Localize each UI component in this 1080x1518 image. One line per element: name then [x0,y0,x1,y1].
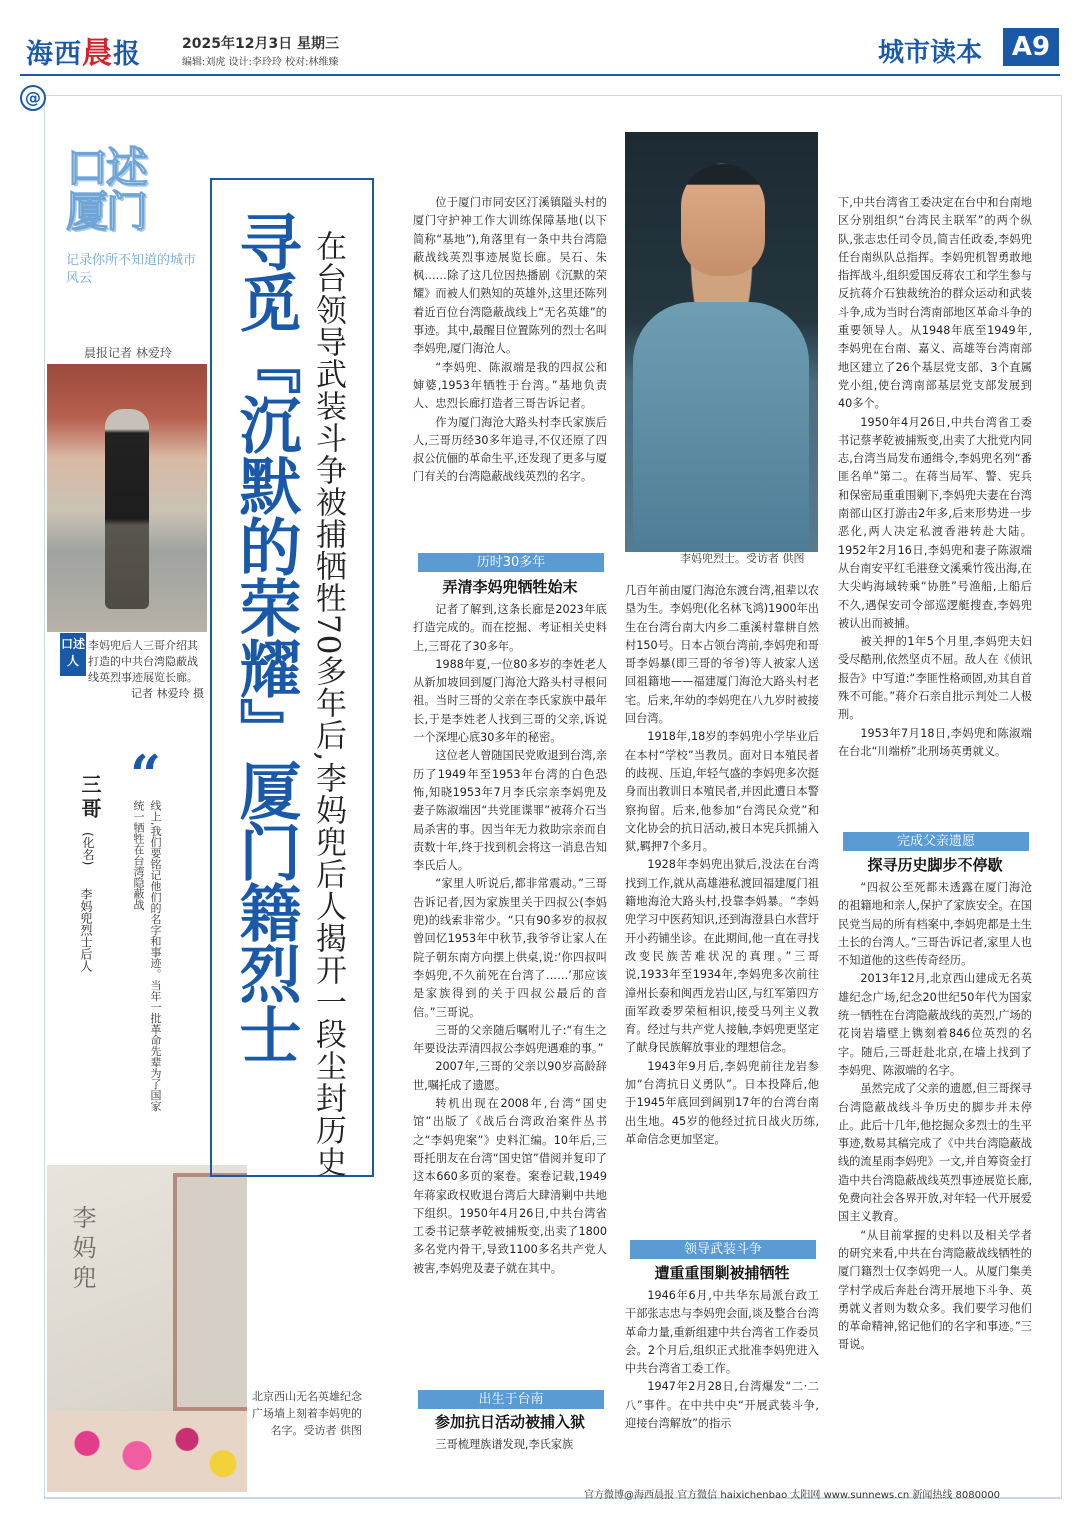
subhead-title: 探寻历史脚步不停歇 [867,856,1003,874]
subhead-title: 弄清李妈兜牺牲始末 [442,578,578,596]
footer-contacts: 官方微博@海西晨报 官方微信 haixichenbao 太阳网 www.sunnews.cn 新闻热线 8080000 [584,1490,1001,1501]
paragraph: 1947年2月28日,台湾爆发“二·二八”事件。在中共中央“开展武装斗争,迎接台湾解放”的指示 [625,1380,819,1431]
subhead-tag: 历时30多年 [418,553,604,572]
column-logo-title-a: 口述 [66,143,147,192]
masthead-b: 晨 [82,36,113,71]
paragraph: 1918年,18岁的李妈兜小学毕业后在本村“学校”当教员。面对日本殖民者的歧视、压迫,年轻气盛的李妈兜多次挺身而出教训日本殖民者,并因此遭日本警察拘留。后来,他参加“台湾民众党”和文化协会的抗日活动,被日本宪兵抓捕入狱,羁押7个多月。 [625,730,819,854]
paragraph: 转机出现在2008年,台湾“国史馆”出版了《战后台湾政治案件丛书之“李妈兜案”》史料汇编。10年后,三哥托朋友在台湾“国史馆”借阅并复印了这本660多页的案卷。案卷记载,1949年蒋家政权败退台湾后大肆清剿中共地下组织。1950年4月26日,中共台湾省工委书记蔡孝乾被捕叛变,出卖了1800多名党内骨干,导致1100多名共产党人被害,李妈兜及妻子就在其中。 [413,1097,607,1275]
paragraph: 2007年,三哥的父亲以90岁高龄辞世,嘱托成了遗愿。 [413,1060,607,1092]
paragraph: 作为厦门海沧大路头村李氏家族后人,三哥历经30多年追寻,不仅还原了四叔公伉俪的革命生平,还发现了更多与厦门有关的台湾隐蔽战线英烈的名字。 [413,415,607,484]
quote-speaker-identity: 李妈兜烈士后人 [79,888,93,972]
sub-headline: 在台领导武装斗争被捕牺牲70多年后,李妈兜后人揭开一段尘封历史 [310,230,346,1179]
portrait-caption: 李妈兜烈士。受访者 供图 [680,552,805,565]
paragraph: 这位老人曾随国民党败退到台湾,亲历了1949年至1953年台湾的白色恐怖,知晓1953年7月李氏宗亲李妈兜及妻子陈淑端因“共党匪谍罪”被蒋介石当局杀害的事。因当年无力救助宗亲而自责数十年,终于找到机会将这一消息告知李氏后人。 [413,749,607,873]
article-column-1 [413,194,607,487]
reporter-byline: 晨报记者 林爱玲 [84,346,172,360]
paragraph: 三哥的父亲随后嘱咐儿子:“有生之年要设法弄清四叔公李妈兜遇难的事。” [413,1023,607,1056]
paragraph: “家里人听说后,都非常震动。”三哥告诉记者,因为家族里关于四叔公(李妈兜)的线索非常少。“只有90多岁的叔叔曾回忆1953年中秋节,我爷爷让家人在院子朝东南方向摆上供桌,说:‘你四叔叫李妈兜,不久前死在台湾了……’那应该是家族得到的关于四叔公最后的音信。”三哥说。 [413,877,607,1019]
main-headline: 寻觅『沉默的荣耀』厦门籍烈士 [229,210,302,1064]
at-sign-icon: @ [20,85,46,111]
portrait-body [633,302,809,552]
portrait-photo [625,132,818,552]
quote-speaker-note: (化名) [81,832,95,866]
subhead-title: 遭重重围剿被捕牺牲 [654,1264,790,1282]
corridor-photo [47,364,207,632]
stone-plaque [173,1173,247,1411]
paragraph: “从目前掌握的史料以及相关学者的研究来看,中共在台湾隐蔽战线牺牲的厦门籍烈士仅李妈兜一人。从厦门集美学村学成后奔赴台湾开展地下斗争、英勇就义者则为数众多。我们要学习他们的革命精神,铭记他们的名字和事迹。”三哥说。 [838,1228,1032,1352]
paragraph: 记者了解到,这条长廊是2023年底打造完成的。而在挖掘、考证相关史料上,三哥花了30多年。 [413,603,607,653]
issue-date: 2025年12月3日 星期三 [182,36,340,52]
paragraph: “李妈兜、陈淑端是我的四叔公和婶婆,1953年牺牲于台湾。”基地负责人、忠烈长廊打造者三哥告诉记者。 [413,360,607,411]
column-logo-title-b: 厦门 [66,187,147,236]
narrator-tag: 口述人 [60,633,86,676]
quote-text: 线上,我们要铭记他们的名字和事迹。当年一批革命先辈为了国家统一牺牲在台湾隐蔽战 [132,800,162,1112]
subhead-tag: 完成父亲遗愿 [843,832,1029,851]
article-column-1b [413,601,607,1278]
paragraph: 1953年7月18日,李妈兜和陈淑端在台北“川端桥”北刑场英勇就义。 [838,726,1032,758]
page-number: A9 [1003,28,1059,66]
section-title: 城市读本 [878,38,983,68]
header-rule [20,74,1060,76]
article-column-2 [625,582,819,1149]
paragraph: 1946年6月,中共华东局派台政工干部张志忠与李妈兜会面,谈及整合台湾革命力量,重新组建中共台湾省工作委员会。2个月后,组织正式批准李妈兜进入中共台湾省工委工作。 [625,1289,819,1376]
paragraph: 1950年4月26日,中共台湾省工委书记蔡孝乾被捕叛变,出卖了大批党内同志,台湾当局发布通缉令,李妈兜名列“番匪名单”第二。在蒋当局军、警、宪兵和保密局重重围剿下,李妈兜夫妻在台湾南部山区打游击2年多,后来形势进一步恶化,两人决定私渡香港转赴大陆。1952年2月16日,李妈兜和妻子陈淑端从台南安平红毛港登文溪乘竹筏出海,在大尖屿海域转乘“协胜”号渔船,上船后不久,遇保安司令部巡逻艇搜查,李妈兜被认出而被捕。 [838,415,1032,630]
column-tagline: 记录你所不知道的城市风云 [66,253,197,286]
masthead [26,28,156,72]
paragraph: 位于厦门市同安区汀溪镇隘头村的厦门守护神工作大训练保障基地(以下简称“基地”),角落里有一条中共台湾隐蔽战线英烈事迹展览长廊。吴石、朱枫……除了这几位因热播剧《沉默的荣耀》而被人们熟知的英雄外,这里还陈列着近百位台湾隐蔽战线上“无名英雄”的事迹。其中,最醒目位置陈列的烈士名叫李妈兜,厦门海沧人。 [413,196,607,356]
corridor-photo-credit: 记者 林爱玲 摄 [131,687,204,700]
masthead-a: 海西 [26,39,82,70]
subhead-tag: 领导武装斗争 [630,1240,816,1259]
corridor-photo-caption [88,638,204,702]
memorial-photo-caption: 北京西山无名英雄纪念广场墙上刻着李妈兜的名字。受访者 供图 [252,1390,362,1437]
column-logo [66,143,186,236]
paragraph: 被关押的1年5个月里,李妈兜夫妇受尽酷刑,依然坚贞不屈。敌人在《侦讯报告》中写道:“李匪性格顽固,劝其自首殊不可能。”蒋介石亲自批示判处二人极刑。 [838,635,1032,722]
paragraph: 1928年李妈兜出狱后,没法在台湾找到工作,就从高雄港私渡回福建厦门祖籍地海沧大路头村,投靠李妈暴。“李妈兜学习中医药知识,还到海澄县白水营圩开小药铺坐诊。在此期间,他一直在寻找改变民族苦难状况的真理。”三哥说,1933年至1934年,李妈兜多次前往漳州长泰和闽西龙岩山区,与红军第四方面军政委罗荣桓相识,接受马列主义教育。经过与共产党人接触,李妈兜更坚定了献身民族解放事业的理想信念。 [625,858,819,1055]
article-column-3b [838,879,1032,1355]
corridor-caption-text: 李妈兜后人三哥介绍其打造的中共台湾隐蔽战线英烈事迹展览长廊。 [88,639,198,684]
paragraph: 几百年前由厦门海沧东渡台湾,祖辈以农垦为生。李妈兜(化名林飞鸿)1900年出生在台湾台南大内乡二重溪村靠耕自然村150号。日本占领台湾前,李妈兜和哥哥李妈暴(即三哥的爷爷)等人被家人送回祖籍地——福建厦门海沧大路头村老宅。后来,年幼的李妈兜在八九岁时被接回台湾。 [625,584,819,726]
subhead-tag: 出生于台南 [418,1390,604,1409]
article-column-1c [413,1436,607,1454]
paragraph: 三哥梳理族谱发现,李氏家族 [435,1438,574,1451]
paragraph: 1988年夏,一位80多岁的李姓老人从新加坡回到厦门海沧大路头村寻根问祖。当时三哥的父亲在李氏家族中最年长,于是李姓老人找到三哥的父亲,诉说一个深埋心底30多年的秘密。 [413,657,607,745]
paragraph: 虽然完成了父亲的遗愿,但三哥探寻台湾隐蔽战线斗争历史的脚步并未停止。此后十几年,他挖掘众多烈士的生平事迹,数易其稿完成了《中共台湾隐蔽战线的流星雨李妈兜》一文,并自筹资金打造中共台湾隐蔽战线英烈事迹展览长廊,免费向社会各界开放,对年轻一代开展爱国主义教育。 [838,1082,1032,1224]
portrait-face [681,164,765,276]
man-figure [105,409,149,609]
flowers [47,1411,247,1492]
wall-inscription: 李妈兜 [68,1205,96,1295]
quote-speaker: 三哥 [78,774,102,822]
memorial-wall-photo [47,1165,247,1492]
paragraph: 1943年9月后,李妈兜前往龙岩参加“台湾抗日义勇队”。日本投降后,他于1945年底回到阔别17年的台湾台南出生地。45岁的他经过抗日战火历练,革命信念更加坚定。 [625,1059,819,1146]
article-column-2b [625,1287,819,1433]
paragraph: 下,中共台湾省工委决定在台中和台南地区分别组织“台湾民主联军”的两个纵队,张志忠任司令员,简吉任政委,李妈兜任台南纵队总指挥。李妈兜机智勇敢地指挥战斗,组织爱国反蒋农工和学生参与反抗蒋介石独裁统治的群众运动和武装斗争,成为当时台湾南部地区革命斗争的重要领导人。从1948年底至1949年,李妈兜在台南、嘉义、高雄等台湾南部地区建立了26个基层党支部、3个直属党小组,使台湾南部基层党支部发展到40多个。 [838,196,1032,411]
quote-mark-icon: “ [130,743,162,807]
article-column-3 [838,194,1032,761]
paragraph: 2013年12月,北京西山建成无名英雄纪念广场,纪念20世纪50年代为国家统一牺牲在台湾隐蔽战线的英烈,广场的花岗岩墙壁上镌刻着846位英烈的名字。随后,三哥赶赴北京,在墙上找到了李妈兜、陈淑端的名字。 [838,972,1032,1077]
editor-credits: 编辑:刘虎 设计:李玲玲 校对:林维臻 [182,57,339,68]
masthead-c: 报 [113,39,141,70]
subhead-title: 参加抗日活动被捕入狱 [434,1413,585,1431]
paragraph: “四叔公至死都未透露在厦门海沧的祖籍地和亲人,保护了家族安全。在国民党当局的所有档案中,李妈兜都是土生土长的台湾人。”三哥告诉记者,家里人也不知道他的这些传奇经历。 [838,881,1032,968]
